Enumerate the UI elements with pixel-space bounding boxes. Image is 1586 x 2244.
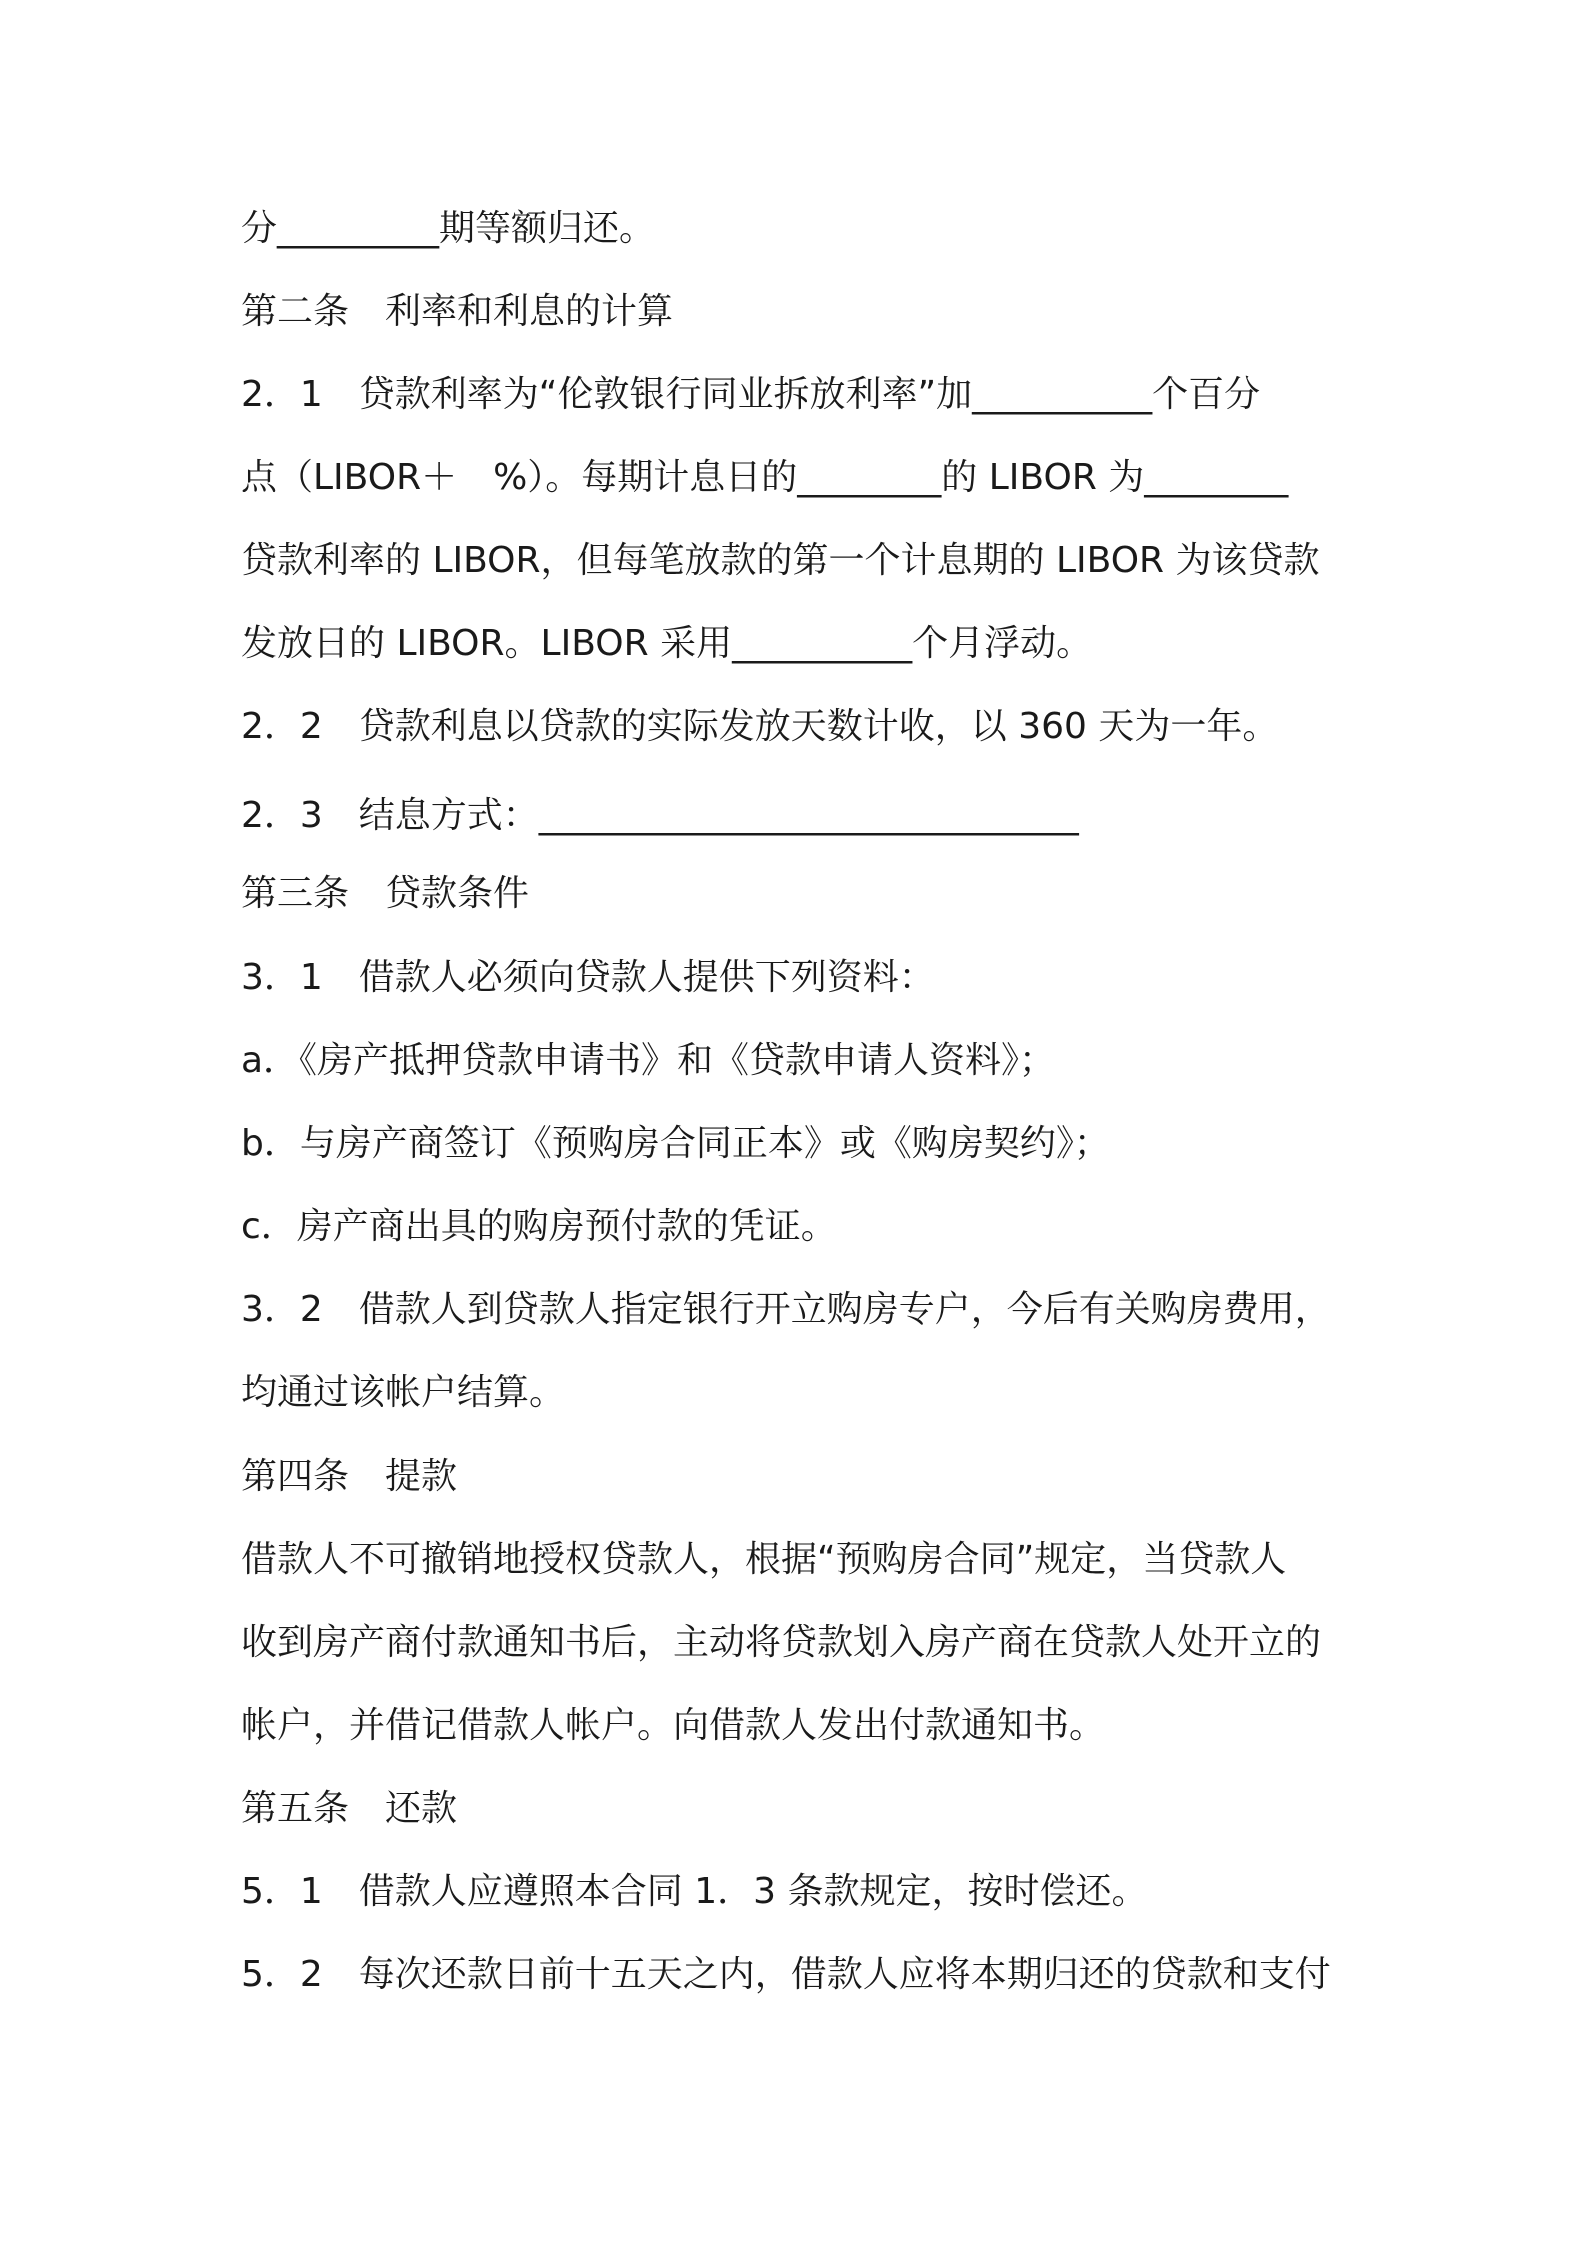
text-line-1: 分_________期等额归还。 (241, 208, 656, 249)
item-a: a．《房产抵押贷款申请书》和《贷款申请人资料》； (241, 1040, 1056, 1081)
clause-2-3: 2．3 结息方式：______________________________ (241, 795, 1079, 836)
article-4-heading: 第四条 提款 (241, 1456, 458, 1497)
clause-3-2-line-2: 均通过该帐户结算。 (241, 1372, 566, 1413)
article-4-line-1: 借款人不可撤销地授权贷款人，根据“预购房合同”规定，当贷款人 (241, 1539, 1287, 1580)
clause-2-1-line-3: 贷款利率的 LIBOR，但每笔放款的第一个计息期的 LIBOR 为该贷款 (241, 540, 1320, 581)
article-3-heading: 第三条 贷款条件 (241, 873, 530, 914)
clause-3-2-line-1: 3．2 借款人到贷款人指定银行开立购房专户，今后有关购房费用， (241, 1289, 1331, 1330)
item-c: c．房产商出具的购房预付款的凭证。 (241, 1206, 837, 1247)
article-2-heading: 第二条 利率和利息的计算 (241, 291, 674, 332)
item-b: b．与房产商签订《预购房合同正本》或《购房契约》； (241, 1123, 1110, 1164)
clause-2-2: 2．2 贷款利息以贷款的实际发放天数计收，以 360 天为一年。 (241, 706, 1279, 747)
clause-5-1: 5．1 借款人应遵照本合同 1．3 条款规定，按时偿还。 (241, 1871, 1148, 1912)
article-4-line-3: 帐户，并借记借款人帐户。向借款人发出付款通知书。 (241, 1705, 1106, 1746)
article-4-line-2: 收到房产商付款通知书后，主动将贷款划入房产商在贷款人处开立的 (241, 1622, 1322, 1663)
clause-2-1-line-2: 点（LIBOR＋ %）。每期计息日的________的 LIBOR 为________ (241, 457, 1289, 498)
clause-2-1-line-1: 2．1 贷款利率为“伦敦银行同业拆放利率”加__________个百分 (241, 374, 1261, 415)
clause-5-2: 5．2 每次还款日前十五天之内，借款人应将本期归还的贷款和支付 (241, 1954, 1331, 1995)
clause-2-1-line-4: 发放日的 LIBOR。LIBOR 采用__________个月浮动。 (241, 623, 1093, 664)
clause-3-1: 3．1 借款人必须向贷款人提供下列资料： (241, 957, 935, 998)
article-5-heading: 第五条 还款 (241, 1788, 458, 1829)
